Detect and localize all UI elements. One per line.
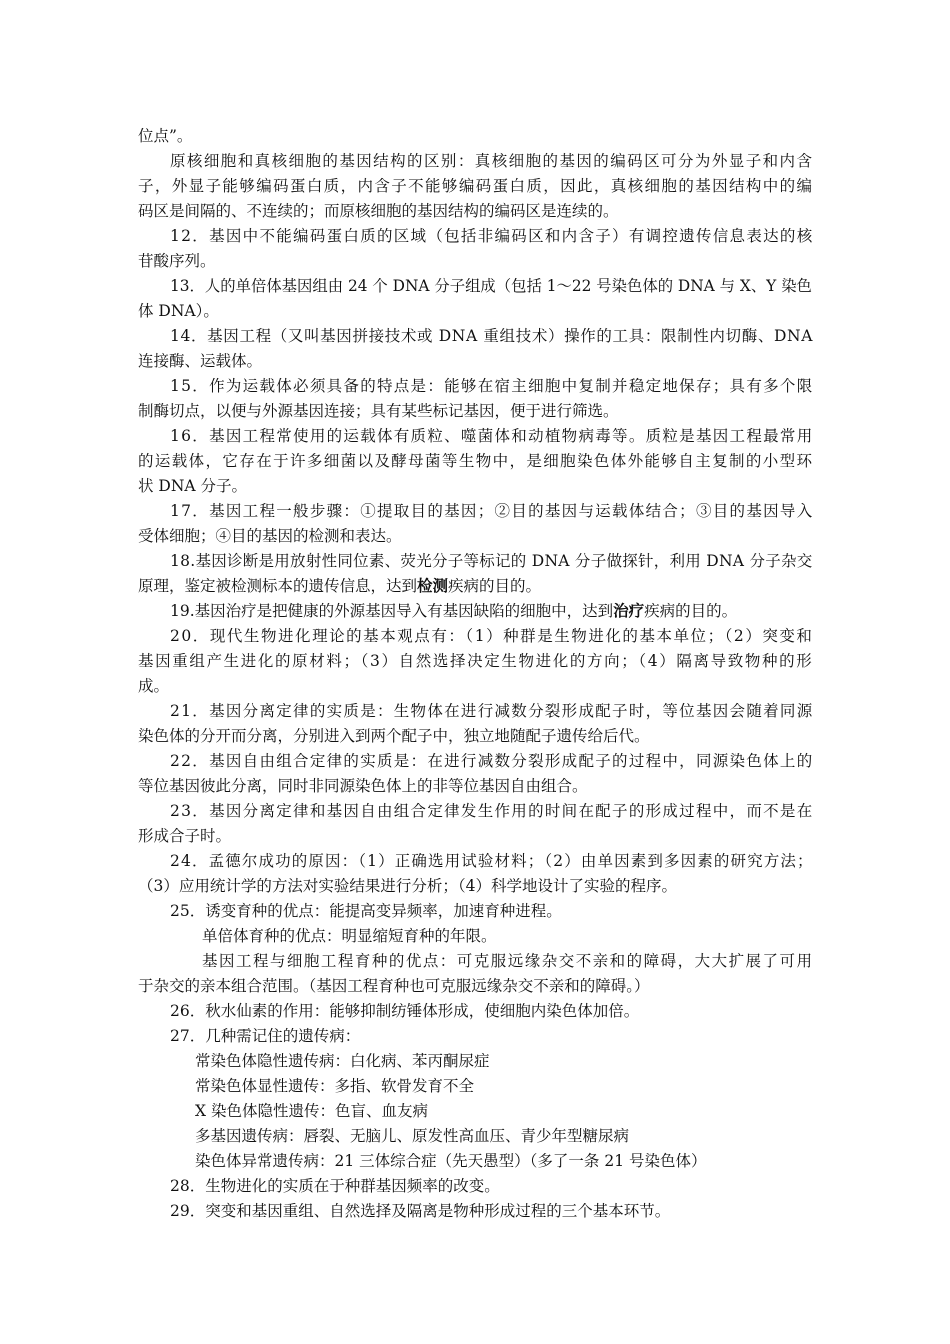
text-segment: 染色体异常遗传病：21 三体综合症（先天愚型）（多了一条 21 号染色体） [195,1152,707,1170]
text-line [195,1149,706,1173]
text-segment: 15．作为运载体必须具备的特点是：能够在宿主细胞中复制并稳定地保存；具有多个限 [170,377,814,395]
text-segment: 基因工程与细胞工程育种的优点：可克服远缘杂交不亲和的障碍，大大扩展了可用 [202,952,814,970]
text-segment: 29．突变和基因重组、自然选择及隔离是物种形成过程的三个基本环节。 [170,1202,671,1220]
text-segment: 子，外显子能够编码蛋白质，内含子不能够编码蛋白质，因此，真核细胞的基因结构中的编 [138,177,814,195]
text-line [138,874,677,898]
text-line [138,299,219,323]
text-line [170,499,814,523]
text-line [170,324,813,348]
text-segment: 成。 [138,677,170,695]
text-line [170,624,813,648]
text-segment: 12．基因中不能编码蛋白质的区域（包括非编码区和内含子）有调控遗传信息表达的核 [170,227,814,245]
text-line [138,199,619,223]
text-line [138,124,192,148]
text-line [138,774,588,798]
text-segment: 13．人的单倍体基因组由 24 个 DNA 分子组成（包括 1～22 号染色体的 DNA 与 X、Y 染色 [170,277,812,295]
text-segment: 形成合子时。 [138,827,232,845]
text-line [138,399,619,423]
text-line [195,1049,490,1073]
text-segment: 染色体的分开而分离，分别进入到两个配子中，独立地随配子遗传给后代。 [138,727,650,745]
text-line [170,799,814,823]
text-line [170,1024,360,1048]
text-segment: 疾病的目的。 [448,577,542,595]
emphasis-text: 治疗 [613,602,645,620]
text-segment: X 染色体隐性遗传：色盲、血友病 [195,1102,428,1120]
text-segment: 20．现代生物进化理论的基本观点有：（1）种群是生物进化的基本单位；（2）突变和 [170,627,814,645]
text-segment: 的运载体，它存在于许多细菌以及酵母菌等生物中，是细胞染色体外能够自主复制的小型环 [138,452,814,470]
text-line [170,374,814,398]
text-line [138,649,813,673]
text-line [138,524,402,548]
text-line [138,249,216,273]
text-line [138,824,231,848]
text-line [170,599,737,623]
text-line [170,549,813,573]
text-line [138,349,262,373]
text-segment: 19.基因治疗是把健康的外源基因导入有基因缺陷的细胞中，达到 [170,602,614,620]
text-segment: 常染色体显性遗传：多指、软骨发育不全 [195,1077,475,1095]
text-segment: 苷酸序列。 [138,252,216,270]
text-line [170,224,814,248]
text-line [170,849,814,873]
text-line [138,574,541,598]
text-line [195,1099,428,1123]
text-segment: 27．几种需记住的遗传病： [170,1027,361,1045]
text-line [202,949,814,973]
text-segment: 25．诱变育种的优点：能提高变异频率，加速育种进程。 [170,902,562,920]
text-segment: 16．基因工程常使用的运载体有质粒、噬菌体和动植物病毒等。质粒是基因工程最常用 [170,427,814,445]
text-segment: 疾病的目的。 [644,602,738,620]
text-line [138,474,247,498]
text-line [138,449,813,473]
text-line [170,424,814,448]
text-line [195,1124,629,1148]
text-segment: 受体细胞；④目的基因的检测和表达。 [138,527,402,545]
emphasis-text: 检测 [417,577,449,595]
text-segment: 体 DNA）。 [138,302,219,320]
text-segment: 连接酶、运载体。 [138,352,263,370]
text-line [170,149,813,173]
text-segment: 21．基因分离定律的实质是：生物体在进行减数分裂形成配子时，等位基因会随着同源 [170,702,814,720]
text-line [170,749,814,773]
text-segment: 23．基因分离定律和基因自由组合定律发生作用的时间在配子的形成过程中，而不是在 [170,802,814,820]
text-line [138,674,169,698]
text-segment: 制酶切点，以便与外源基因连接；具有某些标记基因，便于进行筛选。 [138,402,619,420]
text-segment: （3）应用统计学的方法对实验结果进行分析；（4）科学地设计了实验的程序。 [138,877,677,895]
text-segment: 17．基因工程一般步骤：①提取目的基因；②目的基因与运载体结合；③目的基因导入 [170,502,814,520]
text-segment: 18.基因诊断是用放射性同位素、荧光分子等标记的 DNA 分子做探针，利用 DNA 分子杂交 [170,552,813,570]
text-line [195,1074,474,1098]
text-line [170,999,639,1023]
text-segment: 单倍体育种的优点：明显缩短育种的年限。 [202,927,497,945]
text-segment: 26．秋水仙素的作用：能够抑制纺锤体形成，使细胞内染色体加倍。 [170,1002,640,1020]
text-segment: 等位基因彼此分离，同时非同源染色体上的非等位基因自由组合。 [138,777,588,795]
text-segment: 原核细胞和真核细胞的基因结构的区别：真核细胞的基因的编码区可分为外显子和内含 [170,152,814,170]
text-segment: 28．生物进化的实质在于种群基因频率的改变。 [170,1177,500,1195]
text-segment: 原理，鉴定被检测标本的遗传信息，达到 [138,577,418,595]
text-line [138,974,650,998]
text-segment: 24．孟德尔成功的原因：（1）正确选用试验材料；（2）由单因素到多因素的研究方法； [170,852,814,870]
text-segment: 22．基因自由组合定律的实质是：在进行减数分裂形成配子的过程中，同源染色体上的 [170,752,814,770]
text-line [202,924,497,948]
text-line [170,899,562,923]
text-line [138,724,650,748]
text-segment: 状 DNA 分子。 [138,477,248,495]
text-line [170,1174,500,1198]
text-segment: 14．基因工程（又叫基因拼接技术或 DNA 重组技术）操作的工具：限制性内切酶、DNA [170,327,814,345]
text-line [170,699,814,723]
text-segment: 多基因遗传病：唇裂、无脑儿、原发性高血压、青少年型糖尿病 [195,1127,630,1145]
text-line [138,174,813,198]
text-segment: 常染色体隐性遗传病：白化病、苯丙酮尿症 [195,1052,490,1070]
text-segment: 基因重组产生进化的原材料；（3）自然选择决定生物进化的方向；（4）隔离导致物种的形 [138,652,814,670]
text-segment: 于杂交的亲本组合范围。（基因工程育种也可克服远缘杂交不亲和的障碍。） [138,977,650,995]
text-segment: 码区是间隔的、不连续的；而原核细胞的基因结构的编码区是连续的。 [138,202,619,220]
text-line [170,274,812,298]
text-segment: 位点”。 [138,127,193,145]
text-line [170,1199,670,1223]
